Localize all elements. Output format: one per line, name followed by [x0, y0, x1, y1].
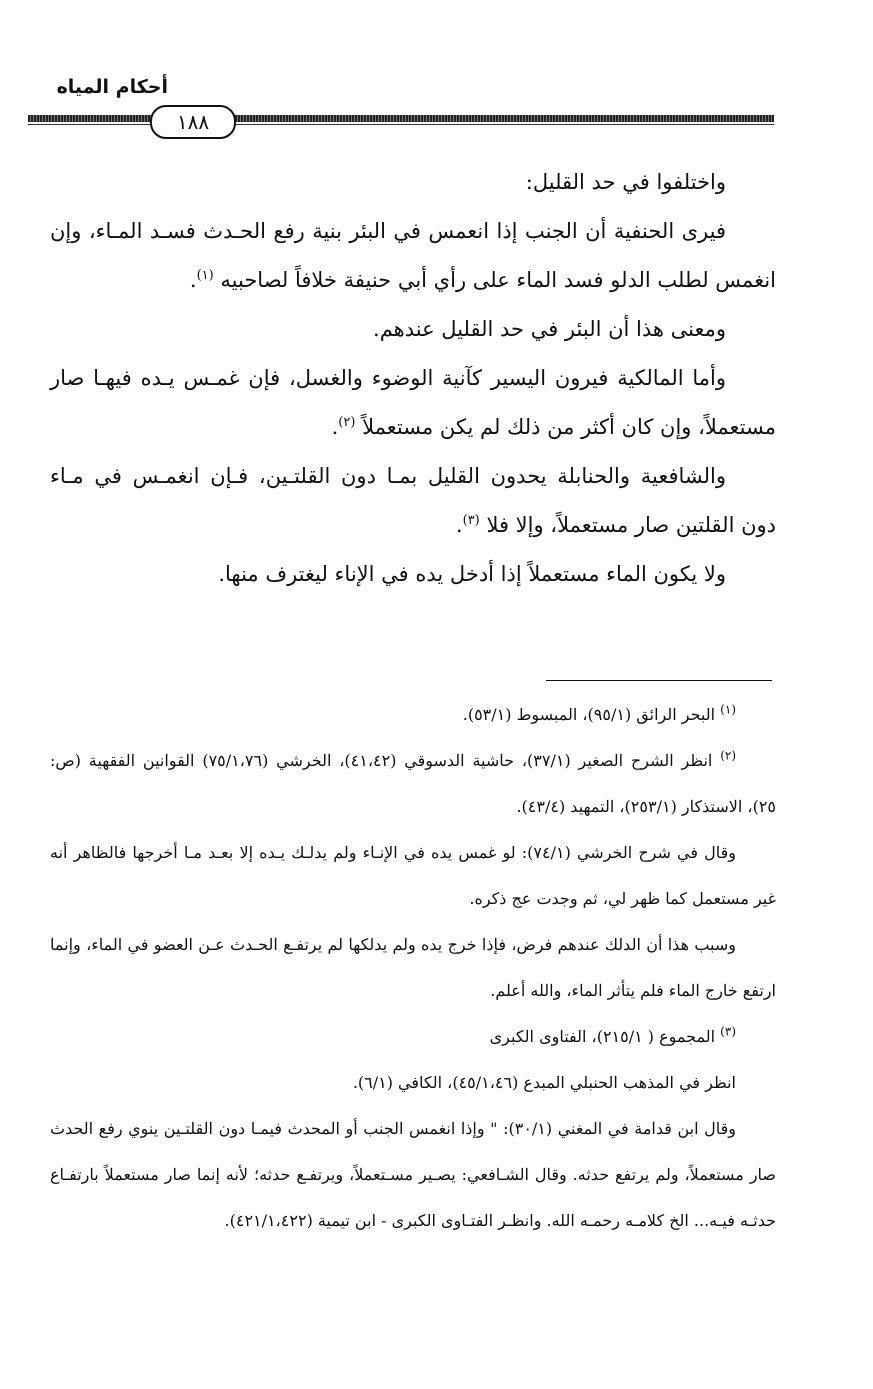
paragraph-3: ومعنى هذا أن البئر في حد القليل عندهم. [373, 317, 726, 341]
paragraph-4-text: وأما المالكية فيرون اليسير كآنية الوضوء والغسل، فإن غمـس يـده فيهـا صار مستعملاً، وإن كان أكثر من ذلك لم يكن مستعملاً [50, 366, 776, 439]
footnote-1-text: البحر الرائق (٩٥/١)، المبسوط (٥٣/١). [462, 705, 716, 724]
footnote-3-note-b: انظر في المذهب الحنبلي المبدع (٤٥/١،٤٦)، الكافي (٦/١). [352, 1073, 736, 1092]
footnote-ref-2[interactable]: (٢) [338, 415, 356, 430]
footnote-ref-1[interactable]: (١) [196, 268, 214, 283]
paragraph-5 [50, 452, 776, 550]
paragraph-6: ولا يكون الماء مستعملاً إذا أدخل يده في الإناء ليغترف منها. [218, 562, 726, 586]
footnote-3 [50, 1014, 776, 1060]
footnote-2-note-c: وسبب هذا أن الدلك عندهم فرض، فإذا خرج يده ولم يدلكها لم يرتفـع الحـدث عـن العضو في الماء، وإنما ارتفع خارج الماء فلم يتأثر الماء، والله أعلم. [50, 935, 776, 1000]
footnote-ref-3[interactable]: (٣) [462, 513, 480, 528]
running-header-title: أحكام المياه [56, 76, 168, 98]
page-number: ١٨٨ [150, 105, 236, 139]
header-rule [28, 115, 774, 122]
footnote-2-marker: (٢) [720, 748, 737, 763]
footnote-3-note-c: وقال ابن قدامة في المغني (٣٠/١): " وإذا انغمس الجنب أو المحدث فيمـا دون القلتـين ينوي رفع الحدث صار مستعملاً، ولم يرتفع حدثه. وقال الشـافعي: يصـير مسـتعملاً، ويرتفـع حدثه؛ لأنه إنما صار مستعملاً بارتفـاع حدثـه فيـه... الخ كلامـه رحمـه الله. وانظـر الفتـاوى الكبرى - ابن تيمية (٤٢١/١،٤٢٢). [50, 1119, 776, 1230]
paragraph-2 [50, 207, 776, 305]
footnotes [50, 692, 776, 1244]
main-text [50, 158, 776, 599]
footnote-2-note-b: وقال في شرح الخرشي (٧٤/١): لو غمس يده في الإنـاء ولم يدلـك يـده إلا بعـد مـا أخرجها فالظاهر أنه غير مستعمل كما ظهر لي، ثم وجدت عج ذكره. [50, 843, 776, 908]
footnote-2 [50, 738, 776, 830]
header-rule-thin [28, 124, 774, 125]
paragraph-5-end: . [455, 513, 463, 537]
footnote-separator [546, 680, 772, 681]
paragraph-4 [50, 354, 776, 452]
paragraph-2-text: فيرى الحنفية أن الجنب إذا انعمس في البئر بنية رفع الحـدث فسـد المـاء، وإن انغمس لطلب الدلو فسد الماء على رأي أبي حنيفة خلافاً لصاحبيه [50, 219, 776, 292]
footnote-3-text: المجموع ( ٢١٥/١)، الفتاوى الكبرى [489, 1027, 716, 1046]
footnote-3-marker: (٣) [720, 1024, 736, 1039]
footnote-1-marker: (١) [720, 702, 736, 717]
paragraph-1: واختلفوا في حد القليل: [525, 170, 726, 194]
paragraph-2-end: . [189, 268, 197, 292]
paragraph-5-text: والشافعية والحنابلة يحدون القليل بمـا دون القلتـين، فـإن انغمـس في مـاء دون القلتين صار مستعملاً، وإلا فلا [50, 464, 776, 537]
footnote-2-text: انظر الشرح الصغير (٣٧/١)، حاشية الدسوقي (٤١،٤٢)، الخرشي (٧٥/١،٧٦) القوانين الفقهية (ص: ٢٥)، الاستذكار (٢٥٣/١)، التمهيد (٤٣/٤). [50, 751, 776, 816]
paragraph-4-end: . [331, 415, 339, 439]
footnote-1 [50, 692, 776, 738]
